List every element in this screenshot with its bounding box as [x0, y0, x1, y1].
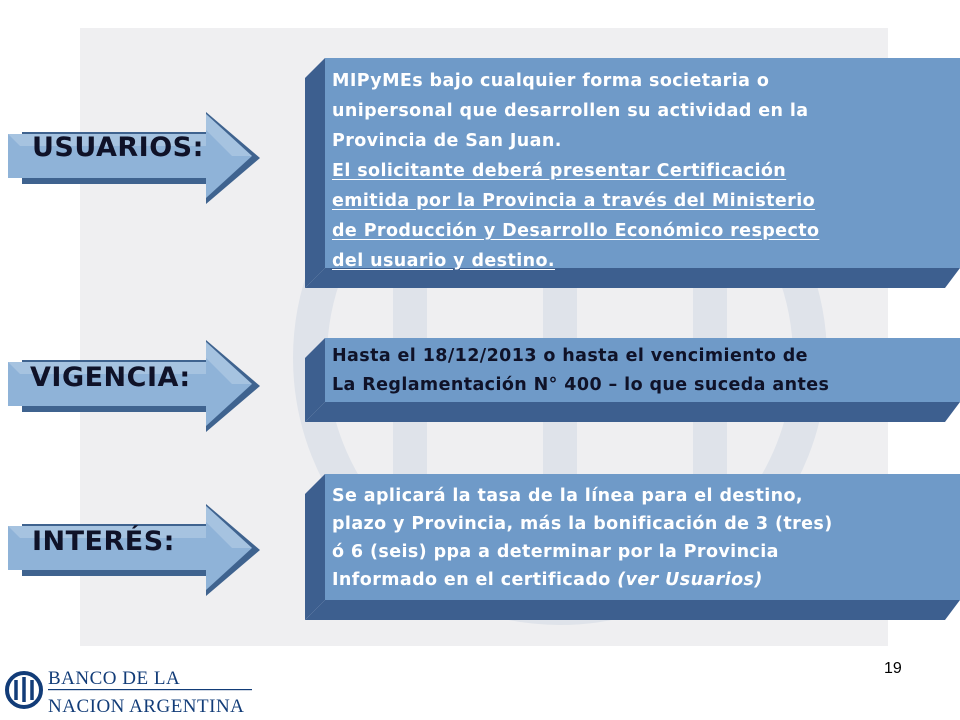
interes-line-4 — [332, 566, 833, 594]
bank-name-line-1: BANCO DE LA — [48, 668, 181, 689]
usuarios-line-6: de Producción y Desarrollo Económico respecto — [332, 221, 820, 241]
interes-line-1: Se aplicará la tasa de la línea para el destino, — [332, 486, 803, 506]
usuarios-line-1: MIPyMEs bajo cualquier forma societaria o — [332, 71, 770, 91]
usuarios-line-4: El solicitante deberá presentar Certificación — [332, 161, 787, 181]
vigencia-label: VIGENCIA: — [30, 362, 191, 393]
interes-line-4-italic: (ver Usuarios) — [617, 570, 763, 590]
bank-name-line-2: NACION ARGENTINA — [48, 696, 245, 717]
usuarios-line-3: Provincia de San Juan. — [332, 131, 562, 151]
usuarios-line-5: emitida por la Provincia a través del Ministerio — [332, 191, 816, 211]
usuarios-line-7: del usuario y destino. — [332, 251, 555, 271]
bank-name — [48, 668, 244, 718]
page-number: 19 — [884, 660, 902, 677]
interes-line-3: ó 6 (seis) ppa a determinar por la Provincia — [332, 542, 779, 562]
vigencia-text — [332, 342, 829, 400]
interes-text — [332, 482, 833, 594]
usuarios-label: USUARIOS: — [32, 132, 204, 163]
interes-label: INTERÉS: — [32, 526, 175, 557]
vigencia-line-1: Hasta el 18/12/2013 o hasta el vencimiento de — [332, 346, 808, 366]
usuarios-text — [332, 66, 819, 276]
usuarios-line-2: unipersonal que desarrollen su actividad en la — [332, 101, 809, 121]
interes-line-2: plazo y Provincia, más la bonificación de 3 (tres) — [332, 514, 833, 534]
vigencia-line-2: La Reglamentación N° 400 – lo que suceda antes — [332, 375, 830, 395]
interes-line-4-main: Informado en el certificado — [332, 570, 618, 590]
